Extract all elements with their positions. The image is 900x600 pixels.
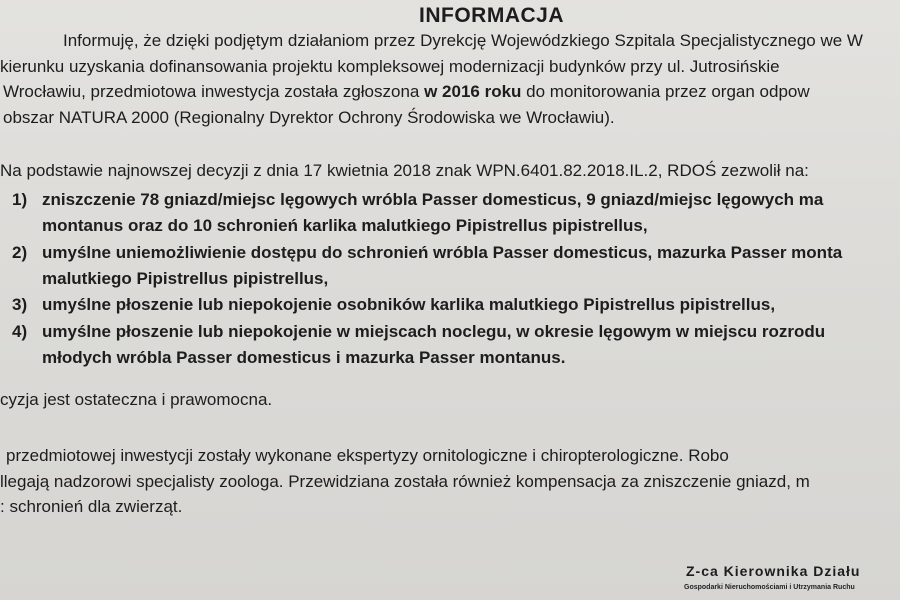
item-1-line2: montanus oraz do 10 schronień karlika malutkiego Pipistrellus pipistrellus, bbox=[42, 216, 648, 235]
paragraph3-line2: llegają nadzorowi specjalisty zoologa. Przewidziana została również kompensacja za zniszczenie gniazd, m bbox=[0, 472, 810, 491]
signature-stamp: Gospodarki Nieruchomościami i Utrzymania Ruchu bbox=[684, 584, 855, 591]
paragraph1-line3-start: Wrocławiu, przedmiotowa inwestycja została zgłoszona bbox=[3, 82, 425, 101]
item-4-number: 4) bbox=[12, 322, 28, 341]
item-3-number: 3) bbox=[12, 295, 28, 314]
paragraph1-line4: obszar NATURA 2000 (Regionalny Dyrektor Ochrony Środowiska we Wrocławiu). bbox=[3, 108, 615, 127]
year-highlight: w 2016 roku bbox=[424, 82, 522, 101]
document-title: INFORMACJA bbox=[419, 4, 564, 27]
item-2-line1: umyślne uniemożliwienie dostępu do schronień wróbla Passer domesticus, mazurka Passer monta bbox=[42, 243, 843, 262]
final-statement: cyzja jest ostateczna i prawomocna. bbox=[0, 390, 273, 409]
item-4-line2: młodych wróbla Passer domesticus i mazurka Passer montanus. bbox=[42, 348, 566, 367]
paragraph1-line1: Informuję, że dzięki podjętym działaniom przez Dyrekcję Wojewódzkiego Szpitala Specjalistycznego we W bbox=[63, 31, 863, 50]
paragraph3-line3: : schronień dla zwierząt. bbox=[0, 497, 183, 516]
signature-title: Z-ca Kierownika Działu bbox=[686, 563, 861, 579]
item-1-line1: zniszczenie 78 gniazd/miejsc lęgowych wróbla Passer domesticus, 9 gniazd/miejsc lęgowych ma bbox=[42, 190, 824, 209]
paragraph1-line3-end: do monitorowania przez organ odpow bbox=[521, 82, 810, 101]
paragraph1-line2: kierunku uzyskania dofinansowania projektu kompleksowej modernizacji budynków przy ul. Jutrosińskie bbox=[0, 57, 780, 76]
item-2-number: 2) bbox=[12, 243, 28, 262]
item-4-line1: umyślne płoszenie lub niepokojenie w miejscach noclegu, w okresie lęgowym w miejscu rozrodu bbox=[42, 322, 826, 341]
item-1-number: 1) bbox=[12, 190, 28, 209]
paragraph3-line1: przedmiotowej inwestycji zostały wykonane ekspertyzy ornitologiczne i chiropterologiczne. Robo bbox=[6, 446, 729, 465]
paragraph1-line3 bbox=[3, 82, 810, 102]
item-2-line2: malutkiego Pipistrellus pipistrellus, bbox=[42, 269, 329, 288]
item-3-line1: umyślne płoszenie lub niepokojenie osobników karlika malutkiego Pipistrellus pipistrellus, bbox=[42, 295, 776, 314]
decision-intro: Na podstawie najnowszej decyzji z dnia 17 kwietnia 2018 znak WPN.6401.82.2018.IL.2, RDOŚ zezwolił na: bbox=[0, 161, 809, 180]
